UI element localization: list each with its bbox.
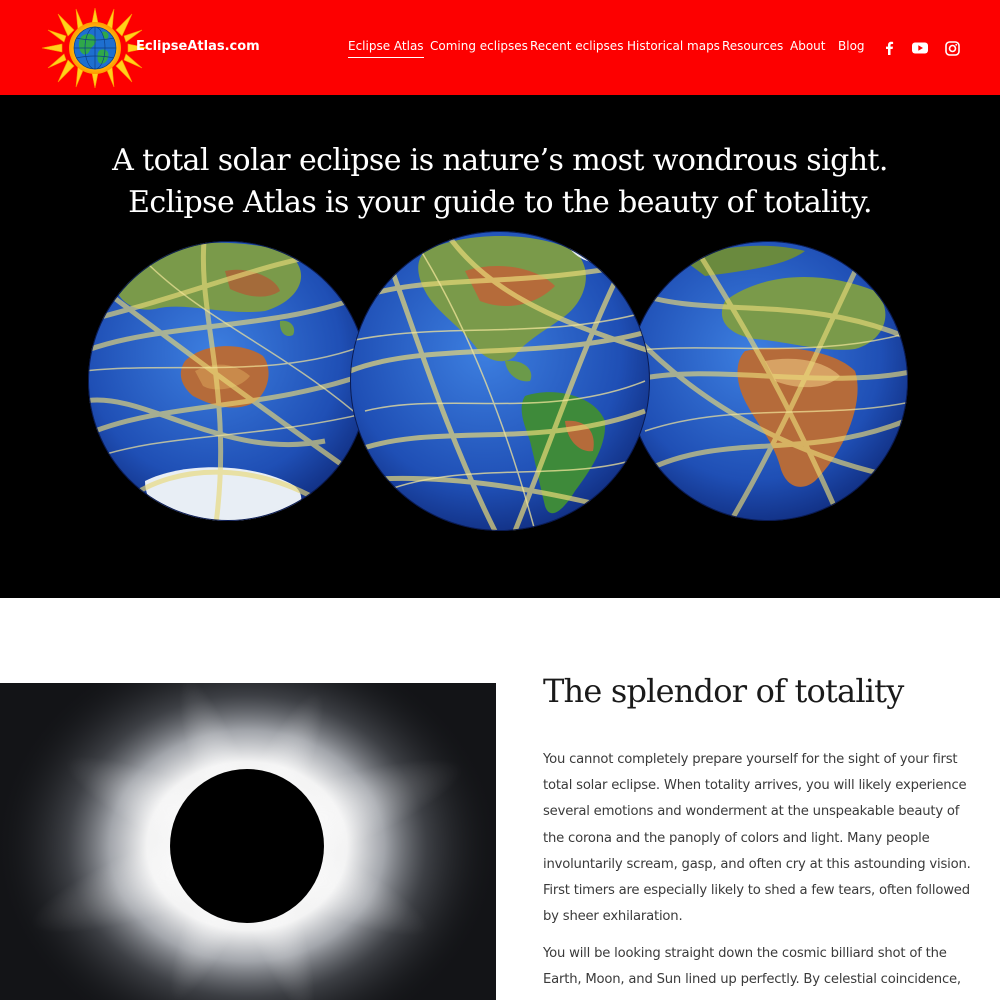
hero-title-line-1: A total solar eclipse is nature’s most wondrous sight. — [112, 143, 888, 178]
nav-item-eclipse-atlas[interactable]: Eclipse Atlas — [348, 39, 424, 53]
paragraph-1 — [543, 747, 971, 930]
hero-title-line-2: Eclipse Atlas is your guide to the beauty of totality. — [128, 185, 872, 220]
hero-section — [0, 95, 1000, 598]
youtube-icon[interactable] — [912, 40, 928, 56]
total-eclipse-photo — [0, 683, 496, 1000]
paragraph-1-line: total solar eclipse. When totality arrives, you will likely experience — [543, 778, 967, 794]
nav-item-blog[interactable]: Blog — [838, 39, 865, 53]
paragraph-2-line: Earth, Moon, and Sun lined up perfectly. By celestial coincidence, — [543, 972, 961, 988]
section-title: The splendor of totality — [543, 672, 904, 710]
nav-item-coming-eclipses[interactable]: Coming eclipses — [430, 39, 528, 53]
paragraph-1-line: involuntarily scream, gasp, and often cry at this astounding vision. — [543, 856, 971, 872]
globe-asia-pacific — [85, 231, 375, 531]
globe-africa-europe — [628, 231, 915, 531]
paragraph-2 — [543, 941, 963, 993]
nav-item-resources[interactable]: Resources — [722, 39, 784, 53]
hero-title — [0, 140, 1000, 224]
paragraph-1-line: You cannot completely prepare yourself for the sight of your first — [543, 752, 958, 767]
globe-americas — [350, 231, 650, 531]
logo-text: EclipseAtlas.com — [136, 39, 260, 54]
sun-globe-logo-icon — [40, 6, 150, 90]
site-header — [0, 0, 1000, 95]
nav-item-about[interactable]: About — [790, 39, 826, 53]
nav-item-recent-eclipses[interactable]: Recent eclipses — [530, 39, 624, 53]
site-logo[interactable] — [40, 6, 260, 90]
paragraph-1-line: by sheer exhilaration. — [543, 909, 683, 925]
paragraph-1-line: the corona and the panoply of colors and light. Many people — [543, 830, 930, 846]
paragraph-1-line: First timers are especially likely to shed a few tears, often followed — [543, 883, 970, 899]
nav-item-historical-maps[interactable]: Historical maps — [627, 39, 720, 53]
eclipse-paths-globes-image — [85, 231, 915, 536]
paragraph-2-line: You will be looking straight down the cosmic billiard shot of the — [543, 946, 947, 961]
paragraph-1-line: several emotions and wonderment at the unspeakable beauty of — [543, 804, 960, 820]
instagram-icon[interactable] — [944, 40, 960, 56]
facebook-icon[interactable] — [881, 40, 897, 56]
